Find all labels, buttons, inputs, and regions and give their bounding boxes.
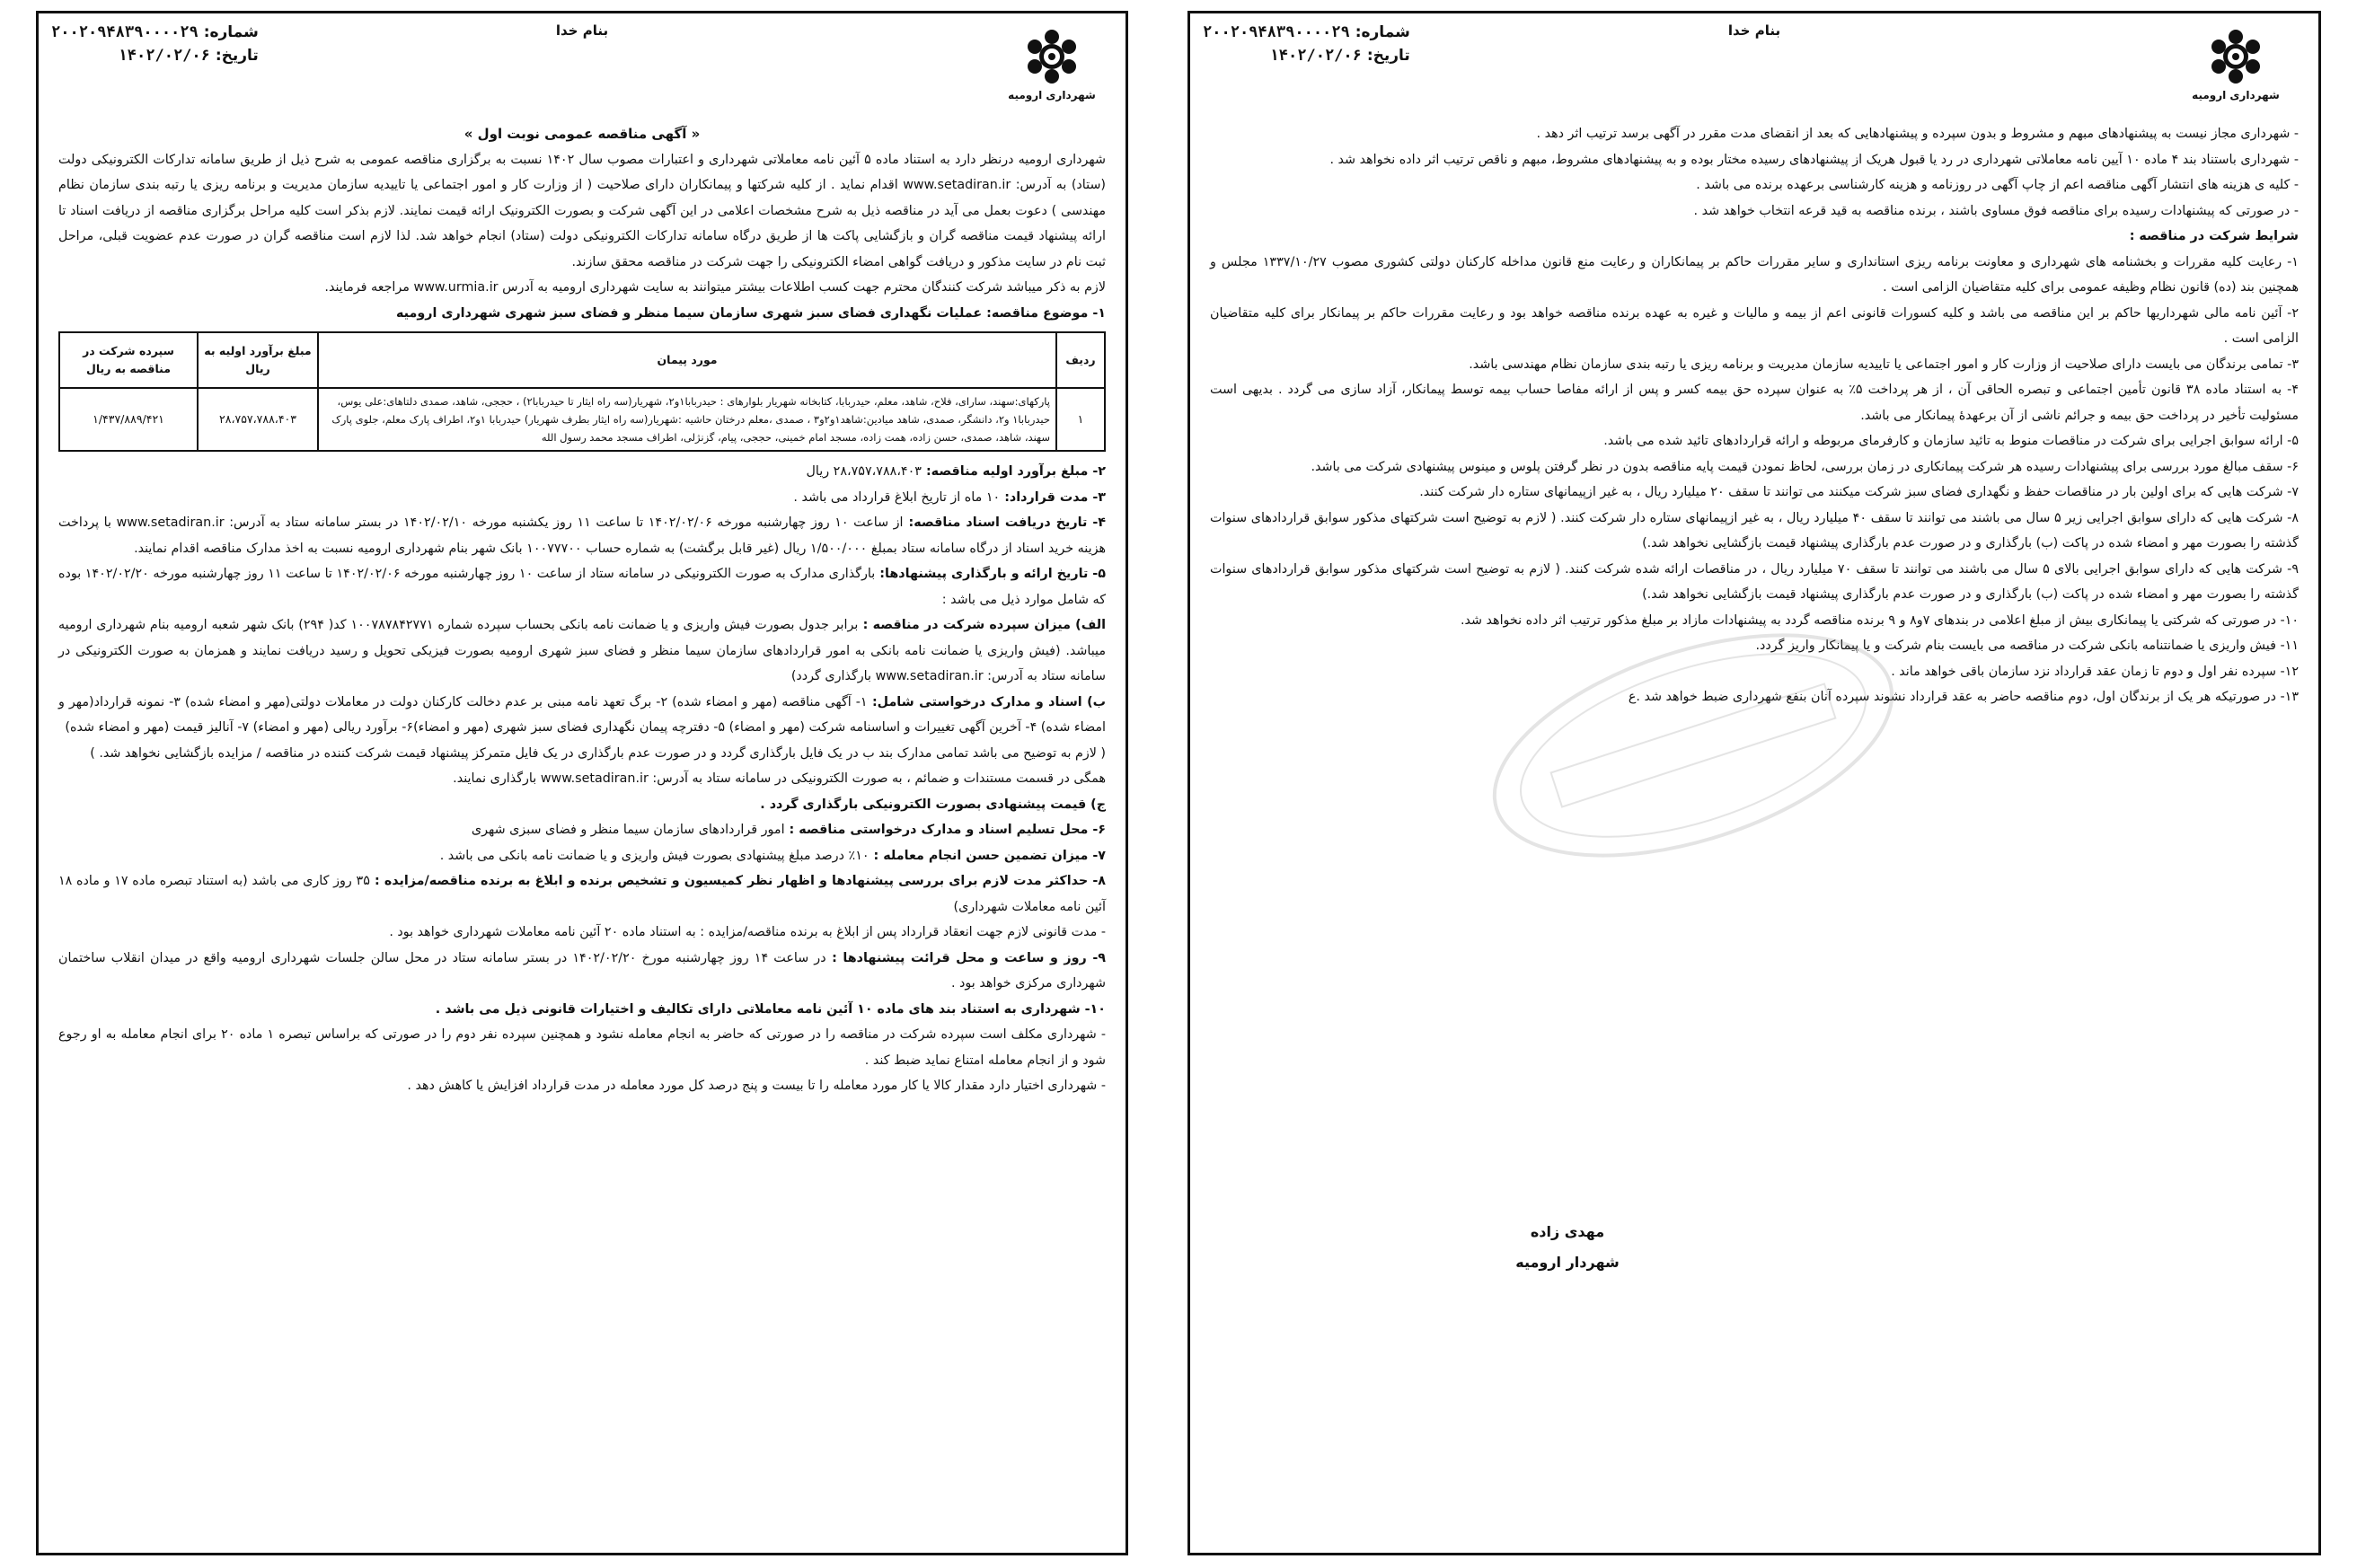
clause-heading: ج) قیمت پیشنهادی بصورت الکترونیکی بارگذاری گردد . [760,797,1106,812]
clause-text: بارگذاری مدارک به صورت الکترونیکی در سامانه ستاد از ساعت ۱۰ روز چهارشنبه مورخه ۱۴۰۲/۰۲/۰۶ تا ساعت ۱۱ روز چهارشنبه مورخه ۱۴۰۲/۰۲/۲۰ بوده که شامل موارد ذیل می باشد : [58,567,1106,607]
page-header [39,13,1126,121]
date-label: تاریخ: [1366,47,1410,65]
condition-paragraph: شرایط شرکت در مناقصه : [2129,229,2299,243]
condition-paragraph: ۲- آئین نامه مالی شهرداریها حاکم بر این مناقصه می باشد و کلیه کسورات قانونی اعم از بیمه و مالیات و غیره به عهده برنده مناقصه خواهد بود و رعایت مقررات حاکم بر پیمانکار برای کلیه متقاضیان الزامی است . [1210,305,2299,346]
clause-heading: ۹- روز و ساعت و محل قرائت پیشنهادها : [825,950,1106,965]
condition-paragraph: ۵- ارائه سوابق اجرایی برای شرکت در مناقصات منوط به تائید سازمان و کارفرمای مربوطه و ارائه قراردادهای تائید شده می باشد. [1603,434,2299,448]
clause-paragraph [58,920,1106,946]
condition-paragraph: ۳- تمامی برندگان می بایست دارای صلاحیت از وزارت کار و امور اجتماعی یا تاییدیه سازمان مدیریت و برنامه ریزی یا رتبه بندی سازمان نظام مهندسی باشد. [1469,357,2299,372]
row-number: ۱ [1056,388,1105,451]
clause-text: - شهرداری مکلف است سپرده شرکت در مناقصه را در صورتی که حاضر به انجام معامله نشود و همچنین سپرده نفر دوم را در صورتی که براساس تبصره ۱ ماده ۲۰ برای انجام معامله به او رجوع شود و از انجام معامله امتناع نماید ضبط کند . [58,1027,1106,1068]
table-header-row [59,332,1105,388]
clause-heading: ۵- تاریخ ارائه و بارگذاری پیشنهادها: [875,567,1106,581]
bismillah-heading: بنام خدا [555,22,609,39]
date-label: تاریخ: [215,47,259,65]
clause-heading: ۷- میزان تضمین حسن انجام معامله : [869,848,1106,863]
bismillah-heading: بنام خدا [1727,22,1781,39]
tender-body [39,121,1126,1099]
row-estimate: ۲۸،۷۵۷،۷۸۸،۴۰۳ [198,388,318,451]
tender-title: « آگهی مناقصه عمومی نوبت اول » [463,126,701,142]
number-label: شماره: [1355,23,1410,41]
condition-paragraph: - کلیه ی هزینه های انتشار آگهی مناقصه اعم از چاپ آگهی در روزنامه و هزینه کارشناسی برعهده برنده می باشد . [1696,178,2299,192]
clause-paragraph [58,997,1106,1023]
clause-paragraph [58,561,1106,612]
clause-heading: ۲- مبلغ برآورد اولیه مناقصه: [921,464,1106,479]
clause-heading: ب) اسناد و مدارک درخواستی شامل: [867,694,1106,709]
conditions-body [1190,121,2318,710]
tender-subject: ۱- موضوع مناقصه: عملیات نگهداری فضای سبز شهری سازمان سیما منظر و فضای سبز شهری شهرداری ارومیه [395,305,1106,321]
clause-paragraph [58,843,1106,869]
condition-paragraph: - شهرداری باستناد بند ۴ ماده ۱۰ آیین نامه معاملاتی شهرداری در رد یا قبول هریک از پیشنهادهای رسیده مختار بوده و به پیشنهادهای مشروط، مبهم و ناقص ترتیب اثر داده نخواهد شد . [1329,152,2299,167]
clause-heading: ۳- مدت قرارداد: [1000,489,1106,505]
number-label: شماره: [203,23,259,41]
clause-text: - شهرداری اختیار دارد مقدار کالا یا کار مورد معامله را تا بیست و پنج درصد کل مورد معامله در مدت قرارداد افزایش یا کاهش دهد . [407,1079,1106,1093]
clause-text: ۱۰٪ درصد مبلغ پیشنهادی بصورت فیش واریزی و یا ضمانت نامه بانکی می باشد . [439,848,870,863]
clause-text: در ساعت ۱۴ روز چهارشنبه مورخ ۱۴۰۲/۰۲/۲۰ در بستر سامانه ستاد در محل سالن جلسات شهرداری ارومیه واقع در میدان انقلاب ساختمان شهرداری مرکزی خواهد بود . [58,950,1106,991]
condition-paragraph: ۱۳- در صورتیکه هر یک از برندگان اول، دوم مناقصه حاضر به عقد قرارداد نشوند سپرده آنان بنفع شهرداری ضبط خواهد شد .ع [1628,690,2299,704]
condition-paragraph: ۱۱- فیش واریزی یا ضمانتنامه بانکی شرکت در مناقصه می بایست بنام شرکت و یا پیمانکار واریز گردد. [1755,639,2299,653]
page-header [1190,13,2318,121]
clause-text: برابر جدول بصورت فیش واریزی و یا ضمانت نامه بانکی بحساب سپرده شماره ۱۰۰۷۸۷۸۴۲۷۷۱ کد( ۲۹۴) بانک شهر شعبه ارومیه بنام شهرداری ارومیه میباشد. (فیش واریزی یا ضمانت نامه بانکی به امور قراردادهای سازمان سیما منظر و فضای سبز شهری ارومیه بصورت فیزیکی تحویل و رسید دریافت نمایند و همزمان به صورت الکترونیکی در سامانه ستاد به آدرس: www.setadiran.ir بارگذاری گردد) [58,618,1106,683]
clause-paragraph [58,868,1106,920]
table-header: مبلغ برآورد اولیه به ریال [198,332,318,388]
row-deposit: ۱/۴۳۷/۸۸۹/۴۲۱ [59,388,198,451]
table-header: ردیف [1056,332,1105,388]
clause-heading: ۱۰- شهرداری به استناد بند های ماده ۱۰ آئین نامه معاملاتی دارای تکالیف و اختیارات قانونی ذیل می باشد . [435,1001,1106,1017]
intro-paragraph: شهرداری ارومیه درنظر دارد به استناد ماده ۵ آئین نامه معاملاتی شهرداری و اعتبارات مصوب سال ۱۴۰۲ نسبت به برگزاری مناقصه عمومی به شرح ذیل از طریق سامانه تدارکات الکترونیکی دولت (ستاد) به آدرس: www.setadiran.ir اقدام نماید . از کلیه شرکتها و پیمانکاران دارای صلاحیت ( از وزارت کار و امور اجتماعی یا تاییدیه سازمان مدیریت و برنامه ریزی یا رتبه بندی سازمان نظام مهندسی ) دعوت بعمل می آید در مناقصه ذیل به شرح مشخصات اعلامی در این آگهی شرکت و بصورت الکترونیک ارائه قیمت نمایند. لازم بذکر است کلیه مراحل برگزاری مناقصه از دریافت اسناد تا ارائه پیشنهاد قیمت مناقصه گران و بازگشایی پاکت ها از طریق درگاه سامانه تدارکات الکترونیکی دولت (ستاد) انجام خواهد شد. لذا لازم است مناقصه گران در صورت عدم عضویت قبلی، مراحل ثبت نام در سایت مذکور و دریافت گواهی امضاء الکترونیکی را جهت شرکت در مناقصه محقق سازند. [58,152,1106,269]
clause-text: ۲۸،۷۵۷،۷۸۸،۴۰۳ ریال [806,464,922,479]
clause-paragraph [58,1073,1106,1099]
rosette-logo-icon [1023,28,1081,85]
date-value: ۱۴۰۲/۰۲/۰۶ [118,47,210,65]
clause-heading: ۶- محل تسلیم اسناد و مدارک درخواستی مناقصه : [784,823,1106,837]
condition-paragraph: - شهرداری مجاز نیست به پیشنهادهای مبهم و مشروط و بدون سپرده و پیشنهادهایی که بعد از انقضای مدت مقرر در آگهی برسد ترتیب اثر دهد . [1536,127,2299,141]
condition-paragraph: - در صورتی که پیشنهادات رسیده برای مناقصه فوق مساوی باشند ، برنده مناقصه به قید قرعه انتخاب خواهد شد . [1693,203,2299,218]
logo-caption: شهرداری ارومیه [2192,89,2280,101]
clause-heading: الف) میزان سپرده شرکت در مناقصه : [858,618,1106,632]
clause-text: همگی در قسمت مستندات و ضمائم ، به صورت الکترونیکی در سامانه ستاد به آدرس: www.setadiran.ir بارگذاری نمایند. [453,771,1106,786]
announcement-page-left [36,11,1128,1555]
clause-text: ( لازم به توضیح می باشد تمامی مدارک بند ب در یک فایل بارگذاری گردد و در صورت عدم بارگذاری در یک فایل متمرکز پیشنهاد قیمت شرکت کننده در مناقصه / مزایده بازگشایی نخواهد شد. ) [90,745,1106,761]
condition-paragraph: ۱۰- در صورتی که شرکتی یا پیمانکاری بیش از مبلغ اعلامی در بندهای ۷و۸ و ۹ برنده مناقصه گردد به پیشنهادات مازاد بر مبلغ مذکور ترتیب اثر داده نخواهد شد. [1460,612,2299,628]
clause-text: امور قراردادهای سازمان سیما منظر و فضای سبزی شهری [471,823,785,837]
municipality-logo [1005,28,1099,109]
condition-paragraph: ۸- شرکت هایی که دارای سوابق اجرایی زیر ۵ سال می باشند می توانند تا سقف ۴۰ میلیارد ریال ، به غیر ازپیمانهای ستاره دار شرکت کنند. ( لازم به توضیح است شرکتهای مذکور سوابق قراردادهای سنوات گذشته را بصورت مهر و امضاء شده در پاکت (ب) بارگذاری و در صورت عدم بارگذاری پیشنهاد قیمت بازگشایی نخواهد شد.) [1210,510,2300,551]
signature-block [1460,1217,1675,1278]
clause-paragraph [58,510,1106,561]
clause-paragraph [58,741,1106,767]
table-row [59,388,1105,451]
tender-table [58,331,1106,452]
announcement-page-right [1187,11,2321,1555]
clause-paragraph [58,946,1106,997]
date-value: ۱۴۰۲/۰۲/۰۶ [1269,47,1362,65]
condition-paragraph: ۱- رعایت کلیه مقررات و بخشنامه های شهرداری و معاونت برنامه ریزی استانداری و سایر مقررات حاکم بر پیمانکاران و رعایت منع قانون مداخله کارکنان دولتی کشوری مصوب ۱۳۳۷/۱۰/۲۷ مجلس و همچنین بند (ده) قانون نظام وظیفه عمومی برای کلیه متقاضیان الزامی است . [1210,254,2299,295]
clause-paragraph [58,1022,1106,1073]
clause-paragraph [58,485,1106,511]
clause-heading: ۸- حداکثر مدت لازم برای بررسی پیشنهادها و اظهار نظر کمیسیون و تشخیص برنده و ابلاغ به برنده مناقصه/مزایده : [369,874,1106,888]
row-description: پارکهای:سهند، سارای، فلاح، شاهد، معلم، حیدربابا، کتابخانه شهریار بلوارهای : حیدربابا۱و۲، شهریار(سه راه ایثار تا حیدربابا۲) ، حججی، شاهد، صمدی دلتاهای:علی یوس، حیدربابا۱ و۲، دانشگر، صمدی، شاهد میادین:شاهد۱و۲و۳ ، صمدی ،معلم درختان حاشیه :شهریار(سه راه ایثار بطرف شهریار) حیدربابا ۱و۲، اطراف پارک معلم، جلوی پارک سهند، شاهد، صمدی، حسن زاده، همت زاده، مسجد امام خمینی، حججی، پیام، گزنژلی، اطراف مسجد محمد رسول الله [318,388,1056,451]
intro-note: لازم به ذکر میباشد شرکت کنندگان محترم جهت کسب اطلاعات بیشتر میتوانند به سایت شهرداری ارومیه به آدرس www.urmia.ir مراجعه فرمایند. [324,280,1106,295]
clause-paragraph [58,792,1106,818]
clause-heading: ۴- تاریخ دریافت اسناد مناقصه: [903,515,1107,530]
clause-paragraph [58,459,1106,485]
clause-text: ۱۰ ماه از تاریخ ابلاغ قرارداد می باشد . [793,489,1001,505]
clause-paragraph [58,766,1106,792]
number-value: ۲۰۰۲۰۹۴۸۳۹۰۰۰۰۲۹ [51,23,199,41]
condition-paragraph: ۶- سقف مبالغ مورد بررسی برای پیشنهادات رسیده هر شرکت پیمانکاری در زمان بررسی، لحاظ نمودن قیمت پایه مناقصه بدون در نظر گرفتن پلوس و مینوس پیشنهادی شرکت می باشد. [1311,459,2299,474]
logo-caption: شهرداری ارومیه [1008,89,1096,101]
condition-paragraph: ۷- شرکت هایی که برای اولین بار در مناقصات حفظ و نگهداری فضای سبز شرکت میکنند می توانند تا سقف ۲۰ میلیارد ریال ، به غیر ازپیمانهای ستاره دار شرکت کنند. [1419,485,2299,499]
clause-text: از ساعت ۱۰ روز چهارشنبه مورخه ۱۴۰۲/۰۲/۰۶ تا ساعت ۱۱ روز یکشنبه مورخه ۱۴۰۲/۰۲/۱۰ در بستر سامانه ستاد به آدرس: www.setadiran.ir با پرداخت هزینه خرید اسناد از درگاه سامانه ستاد بمبلغ ۱/۵۰۰/۰۰۰ ریال (غیر قابل برگشت) به شماره حساب ۱۰۰۷۷۷۰۰ بانک شهر بنام شهرداری ارومیه نسبت به اخذ مدارک مناقصه اقدام نمایند. [58,515,1106,556]
clause-text: ۳۵ روز کاری می باشد (به استناد تبصره ماده ۱۷ و ماده ۱۸ آئین نامه معاملات شهرداری) [58,874,1106,914]
table-header: سپرده شرکت در مناقصه به ریال [59,332,198,388]
clause-paragraph [58,612,1106,690]
municipality-logo [2189,28,2282,109]
condition-paragraph: ۱۲- سپرده نفر اول و دوم تا زمان عقد قرارداد نزد سازمان باقی خواهد ماند . [1891,664,2299,679]
rosette-logo-icon [2207,28,2264,85]
clause-text: ۱- آگهی مناقصه (مهر و امضاء شده) ۲- برگ تعهد نامه مبنی بر عدم دخالت کارکنان دولت در معاملات دولتی(مهر و امضاء شده) ۳- نمونه قرارداد(مهر و امضاء شده) ۴- آخرین آگهی تغییرات و اساسنامه شرکت (مهر و امضاء) ۵- دفترچه پیمان نگهداری فضای سبز شهری (مهر و امضاء)۶- برآورد ریالی (مهر و امضاء) ۷- آنالیز قیمت (مهر و امضاء شده) [58,694,1106,735]
table-header: مورد پیمان [318,332,1056,388]
signature-name: مهدی زاده [1530,1223,1605,1240]
condition-paragraph: ۹- شرکت هایی که دارای سوابق اجرایی بالای ۵ سال می باشند می توانند تا سقف ۷۰ میلیارد ریال ، در مناقصات ارائه شده شرکت کنند. ( لازم به توضیح است شرکتهای مذکور سوابق قراردادهای سنوات گذشته را بصورت مهر و امضاء شده در پاکت (ب) بارگذاری و در صورت عدم بارگذاری پیشنهاد قیمت بازگشایی نخواهد شد.) [1210,561,2299,602]
number-value: ۲۰۰۲۰۹۴۸۳۹۰۰۰۰۲۹ [1203,23,1350,41]
clause-paragraph [58,817,1106,843]
clause-text: - مدت قانونی لازم جهت انعقاد قرارداد پس از ابلاغ به برنده مناقصه/مزایده : به استناد ماده ۲۰ آئین نامه معاملات شهرداری خواهد بود . [389,925,1106,939]
condition-paragraph: ۴- به استناد ماده ۳۸ قانون تأمین اجتماعی و تبصره الحاقی آن ، از هر پرداخت ۵٪ به عنوان سپرده حق بیمه کسر و پس از ارائه مفاصا حساب بیمه توسط پیمانکار، آزاد سازی می گردد . بدیهی است مسئولیت تأخیر در پرداخت حق بیمه و جرائم ناشی از آن برعهدهٔ پیمانکار می باشد. [1210,383,2300,423]
clause-paragraph [58,690,1106,741]
signature-title: شهردار ارومیه [1515,1254,1620,1271]
tender-clauses [58,459,1106,1099]
